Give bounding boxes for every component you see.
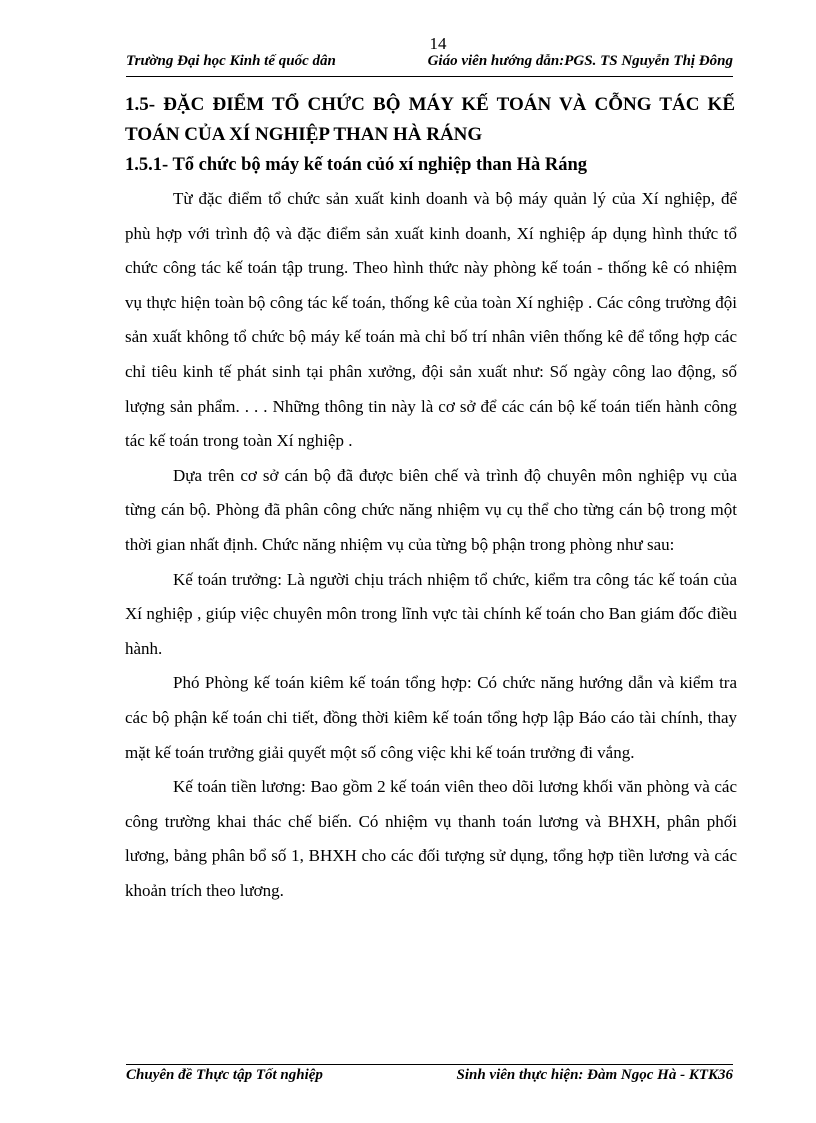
paragraph: Từ đặc điểm tổ chức sản xuất kinh doanh và bộ máy quản lý của Xí nghiệp, để phù hợp với trình độ và đặc điểm sản xuất kinh doanh, Xí nghiệp áp dụng hình thức tổ chức công tác kế toán tập trung. Theo hình thức này phòng kế toán - thống kê có nhiệm vụ thực hiện toàn bộ công tác kế toán, thống kê của toàn Xí nghiệp . Các công trường đội sản xuất không tổ chức bộ máy kế toán mà chỉ bố trí nhân viên thống kê để tổng hợp các chỉ tiêu kinh tế phát sinh tại phân xưởng, đội sản xuất như: Số ngày công lao động, số lượng sản phẩm. . . . Những thông tin này là cơ sở để các cán bộ kế toán tiến hành công tác kế toán trong toàn Xí nghiệp . bbox=[125, 189, 737, 451]
page-header bbox=[126, 52, 733, 77]
page-number: 14 bbox=[429, 34, 447, 53]
header-university: Trường Đại học Kinh tế quốc dân bbox=[126, 53, 336, 69]
header-supervisor: Giáo viên hướng dẫn:PGS. TS Nguyễn Thị Đông bbox=[427, 53, 733, 69]
paragraph: Dựa trên cơ sở cán bộ đã được biên chế và trình độ chuyên môn nghiệp vụ của từng cán bộ. Phòng đã phân công chức năng nhiệm vụ cụ thể cho từng cán bộ trong một thời gian nhất định. Chức năng nhiệm vụ của từng bộ phận trong phòng như sau: bbox=[125, 465, 737, 554]
body-text bbox=[125, 182, 737, 908]
section-heading: 1.5.1- Tổ chức bộ máy kế toán củó xí nghiệp than Hà Ráng bbox=[125, 155, 588, 175]
footer-student: Sinh viên thực hiện: Đàm Ngọc Hà - KTK36 bbox=[456, 1067, 733, 1083]
paragraph: Phó Phòng kế toán kiêm kế toán tổng hợp: Có chức năng hướng dẫn và kiểm tra các bộ phận kế toán chi tiết, đồng thời kiêm kế toán tổng hợp lập Báo cáo tài chính, thay mặt kế toán trưởng giải quyết một số công việc khi kế toán trưởng đi vắng. bbox=[125, 673, 737, 762]
chapter-title: 1.5- ĐẶC ĐIỂM TỔ CHỨC BỘ MÁY KẾ TOÁN VÀ CỖNG TÁC KẾ TOÁN CỦA XÍ NGHIỆP THAN HÀ RÁNG bbox=[125, 94, 735, 145]
paragraph: Kế toán trưởng: Là người chịu trách nhiệm tổ chức, kiểm tra công tác kế toán của Xí nghiệp , giúp việc chuyên môn trong lĩnh vực tài chính kế toán cho Ban giám đốc điều hành. bbox=[125, 569, 737, 658]
footer-report-type: Chuyên đề Thực tập Tốt nghiệp bbox=[126, 1067, 323, 1083]
page-footer bbox=[126, 1064, 733, 1089]
paragraph: Kế toán tiền lương: Bao gồm 2 kế toán viên theo dõi lương khối văn phòng và các công trường khai thác chế biến. Có nhiệm vụ thanh toán lương và BHXH, phân phối lương, bảng phân bổ số 1, BHXH cho các đối tượng sử dụng, tổng hợp tiền lương và các khoản trích theo lương. bbox=[125, 777, 737, 900]
